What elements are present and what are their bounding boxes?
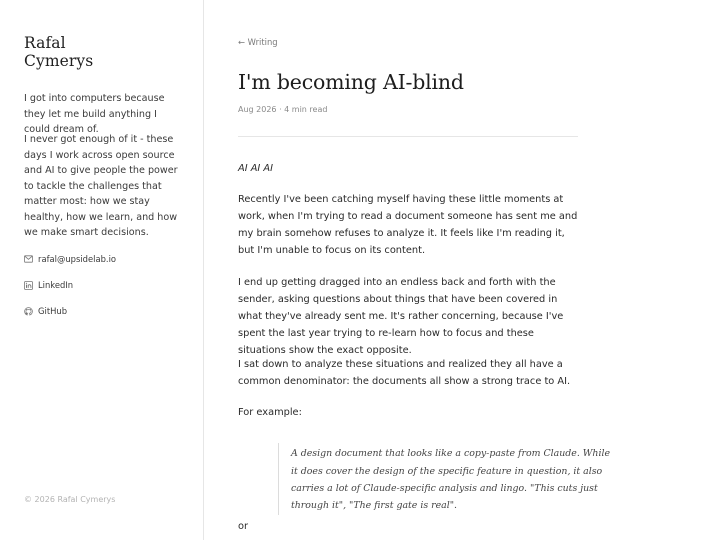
contact-email-label: rafal@upsidelab.io <box>38 254 117 264</box>
contact-linkedin-label: LinkedIn <box>38 280 74 290</box>
contact-github-link[interactable] <box>24 306 67 316</box>
header-divider <box>238 136 578 137</box>
site-name[interactable] <box>24 34 184 70</box>
site-name-first: Rafal <box>24 34 66 52</box>
article-paragraph: I end up getting dragged into an endless back and forth with the sender, asking questions about things that have been covered in what they've already sent me. It's rather concerning, because I've spent the last year trying to re-learn how to focus and these situations show the exact opposite. <box>238 277 564 356</box>
article-paragraph: Recently I've been catching myself having these little moments at work, when I'm trying to read a document someone has sent me and my brain somehow refuses to analyze it. It feels like I'm reading it, but I'm unable to focus on its content. <box>238 194 578 256</box>
mail-icon <box>24 255 33 264</box>
article-paragraph: I sat down to analyze these situations and realized they all have a common denominator: the documents all show a strong trace to AI. <box>238 359 571 387</box>
blockquote-text: A design document that looks like a copy-paste from Claude. While it does cover the design of the specific feature in question, it also carries a lot of Claude-specific analysis and lingo. "This cuts just through it", "The first gate is real". <box>291 448 611 511</box>
github-icon <box>24 307 33 316</box>
article-paragraph: or <box>238 521 249 532</box>
site-name-last: Cymerys <box>24 52 94 70</box>
contact-linkedin-link[interactable] <box>24 280 73 290</box>
post-meta: Aug 2026 · 4 min read <box>238 105 328 114</box>
article-paragraph: For example: <box>238 407 302 418</box>
bio-details: I never got enough of it - these days I work across open source and AI to give people the power to tackle the challenges that matter most: how we stay healthy, how we learn, and how we make smart decisions. <box>24 134 178 238</box>
sidebar <box>0 0 204 540</box>
copyright-notice: © 2026 Rafal Cymerys <box>24 495 116 504</box>
article-intro: AI AI AI <box>238 163 274 174</box>
contact-email-link[interactable] <box>24 254 116 264</box>
bio-intro: I got into computers because they let me build anything I could dream of. <box>24 93 165 135</box>
linkedin-icon <box>24 281 33 290</box>
back-to-writing-link[interactable]: ← Writing <box>238 37 278 47</box>
contact-github-label: GitHub <box>38 306 68 316</box>
article-blockquote <box>278 443 618 515</box>
post-title: I'm becoming AI-blind <box>238 70 464 94</box>
